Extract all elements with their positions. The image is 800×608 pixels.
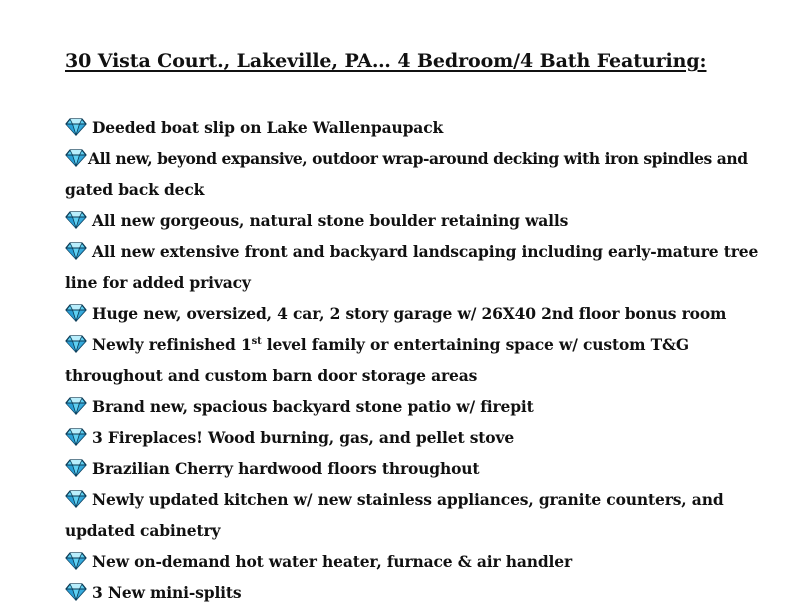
feature-text: Newly updated kitchen w/ new stainless appliances, granite counters, and [92,490,724,509]
gem-stone-icon [65,397,87,415]
gem-stone-icon [65,149,87,167]
gem-stone-icon [65,211,87,229]
list-item-continuation [65,360,745,391]
feature-text-part: Newly refinished 1 [92,335,252,354]
feature-text: Brazilian Cherry hardwood floors throughout [92,459,480,478]
gem-stone-icon [65,552,87,570]
list-item-continuation [65,267,745,298]
list-item-continuation [65,515,745,546]
list-item [65,329,745,360]
gem-stone-icon [65,490,87,508]
feature-text: 3 New mini-splits [92,583,242,602]
feature-text-continued: throughout and custom barn door storage areas [65,366,478,385]
ordinal-superscript: st [251,336,262,347]
list-item [65,205,745,236]
list-item [65,577,745,608]
list-item [65,112,745,143]
gem-stone-icon [65,583,87,601]
gem-stone-icon [65,242,87,260]
list-item [65,391,745,422]
feature-text: All new, beyond expansive, outdoor wrap-around decking with iron spindles and [88,149,748,168]
gem-stone-icon [65,304,87,322]
feature-text-continued: gated back deck [65,180,205,199]
feature-text-continued: updated cabinetry [65,521,221,540]
gem-stone-icon [65,118,87,136]
feature-text-part: level family or entertaining space w/ custom T&G [261,335,689,354]
feature-text-continued: line for added privacy [65,273,251,292]
list-item [65,298,745,329]
feature-text: Deeded boat slip on Lake Wallenpaupack [92,118,444,137]
gem-stone-icon [65,428,87,446]
gem-stone-icon [65,459,87,477]
feature-text: All new extensive front and backyard landscaping including early-mature tree [92,242,759,261]
list-item [65,143,748,174]
list-item [65,546,745,577]
page-title: 30 Vista Court., Lakeville, PA… 4 Bedroom/4 Bath Featuring: [65,50,707,72]
list-item-continuation [65,174,745,205]
feature-list [65,112,759,608]
feature-text: Huge new, oversized, 4 car, 2 story garage w/ 26X40 2nd floor bonus room [92,304,727,323]
list-item [65,236,759,267]
feature-text: All new gorgeous, natural stone boulder retaining walls [92,211,569,230]
feature-text: New on-demand hot water heater, furnace & air handler [92,552,572,571]
feature-text: 3 Fireplaces! Wood burning, gas, and pellet stove [92,428,515,447]
list-item [65,453,745,484]
list-item [65,484,745,515]
list-item [65,422,745,453]
gem-stone-icon [65,335,87,353]
feature-text: Brand new, spacious backyard stone patio w/ firepit [92,397,534,416]
